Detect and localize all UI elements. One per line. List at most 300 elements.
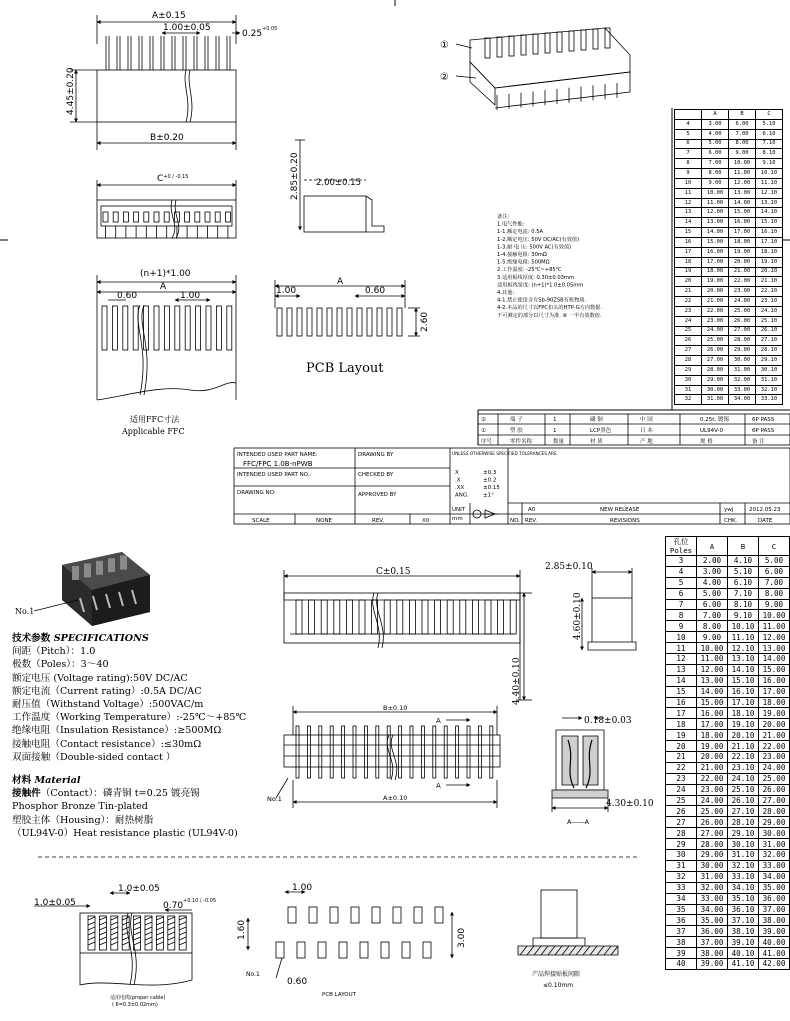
- iso-slot: [569, 31, 574, 51]
- table-cell: 34.00: [729, 395, 756, 405]
- table-cell: 15: [666, 686, 697, 697]
- hatch-line: [145, 932, 152, 935]
- iso-slot: [521, 35, 526, 55]
- dim-pin-width-tol: +0.05: [262, 26, 278, 32]
- table-row: [675, 188, 783, 198]
- table-row: [666, 675, 790, 686]
- rev-label: REV.: [372, 518, 385, 524]
- contact-en: Phosphor Bronze Tin-plated: [12, 801, 148, 813]
- table-cell: 7.00: [697, 610, 728, 621]
- front-slot: [447, 600, 453, 634]
- table-cell: 37.10: [728, 915, 759, 926]
- table-row: [675, 139, 783, 149]
- table-cell: 15.00: [697, 697, 728, 708]
- housing-cn: 塑胶主体: [12, 814, 51, 826]
- table-cell: 28.10: [728, 817, 759, 828]
- table-cell: 14.00: [702, 228, 729, 238]
- table-cell: 12.00: [697, 664, 728, 675]
- part-header: 数量: [553, 439, 565, 445]
- gap-cn: 产品焊接贴板间隙: [532, 971, 581, 978]
- pcb-pad-bottom-row: [381, 942, 389, 958]
- table-cell: 27.00: [729, 326, 756, 336]
- contact-slot: [205, 212, 210, 222]
- section-a-top: A: [436, 717, 441, 725]
- table-row: [666, 893, 790, 904]
- cable-cn: 适用电缆(proper cable): [110, 995, 166, 1001]
- dim-n1: (n+1)*1.00: [140, 269, 191, 279]
- table-cell: 20: [675, 277, 702, 287]
- top-pin: [342, 726, 345, 778]
- note-line: 4.其他:: [497, 290, 515, 296]
- table-cell: 17.10: [728, 697, 759, 708]
- table-cell: 24.00: [729, 297, 756, 307]
- table-cell: 26.00: [697, 817, 728, 828]
- table-row: [675, 277, 783, 287]
- spec-line: 耐压值（Withstand Voltage）:500VAC/m: [12, 699, 204, 711]
- hatch-line: [145, 922, 152, 925]
- tol-key: ANG.: [455, 492, 469, 499]
- table-row: [666, 828, 790, 839]
- table-cell: 22: [675, 297, 702, 307]
- poles-head-c: C: [759, 537, 790, 556]
- hatch-line: [88, 937, 95, 940]
- spec-line: 绝缘电阻（Insulation Resistance）:≥500MΩ: [12, 725, 222, 737]
- table-cell: 18.00: [697, 730, 728, 741]
- table-cell: 19.00: [702, 277, 729, 287]
- top-pin: [410, 726, 413, 778]
- dim-ffc-a: A: [160, 282, 167, 292]
- product-photo: [34, 552, 150, 626]
- table-cell: 35.10: [728, 893, 759, 904]
- top-pin: [444, 726, 447, 778]
- top-pin: [433, 726, 436, 778]
- contact-slot: [103, 212, 108, 222]
- table-row: [666, 871, 790, 882]
- table-cell: 35: [666, 904, 697, 915]
- hatch-line: [168, 917, 175, 920]
- table-cell: 12: [675, 198, 702, 208]
- table-row: [675, 247, 783, 257]
- poles-head: [666, 537, 697, 556]
- pcb-pad: [307, 308, 312, 336]
- hatch-line: [122, 942, 129, 945]
- contact-slot: [134, 212, 139, 222]
- table-row: [675, 119, 783, 129]
- rev-hdr-rev: REV.: [525, 518, 538, 524]
- table-cell: 39.00: [697, 958, 728, 969]
- hatch-line: [99, 922, 106, 925]
- table-cell: 7.00: [702, 159, 729, 169]
- small-table-header: B: [729, 110, 756, 120]
- table-cell: 10.00: [729, 159, 756, 169]
- top-pin: [456, 726, 459, 778]
- table-cell: 19: [675, 267, 702, 277]
- rev-value: X0: [422, 518, 430, 524]
- table-cell: 36: [666, 915, 697, 926]
- hatch-line: [179, 927, 186, 930]
- hatch-line: [88, 927, 95, 930]
- table-cell: 8.00: [702, 169, 729, 179]
- table-cell: 39: [666, 948, 697, 959]
- iso-connector: [456, 28, 630, 110]
- table-cell: 21.00: [759, 730, 790, 741]
- table-row: [666, 762, 790, 773]
- table-cell: 14.10: [756, 208, 783, 218]
- table-cell: 15.10: [728, 675, 759, 686]
- front-slot: [409, 600, 415, 634]
- hatch-line: [88, 917, 95, 920]
- top-pin: [376, 726, 379, 778]
- table-cell: 30.00: [697, 860, 728, 871]
- tol-key: .X: [455, 477, 461, 484]
- front-slot: [384, 600, 390, 634]
- spec-title: [12, 632, 272, 645]
- table-cell: 27: [666, 817, 697, 828]
- table-cell: 29.10: [728, 828, 759, 839]
- hatch-line: [122, 927, 129, 930]
- table-cell: 11: [666, 643, 697, 654]
- rev-row-desc: NEW RELEASE: [600, 507, 640, 513]
- pcb-pad: [387, 308, 392, 336]
- pcb-layout-label: PCB Layout: [306, 361, 384, 376]
- table-cell: 34: [666, 893, 697, 904]
- pcb-pad: [337, 308, 342, 336]
- table-cell: 18.00: [729, 237, 756, 247]
- housing-line: [12, 814, 272, 827]
- contact-slot: [164, 212, 169, 222]
- table-cell: 31.10: [728, 850, 759, 861]
- table-row: [666, 719, 790, 730]
- table-row: [675, 149, 783, 159]
- table-row: [666, 632, 790, 643]
- table-cell: 33.00: [759, 860, 790, 871]
- iso-slot: [581, 30, 586, 50]
- tol-val: ±0.2: [483, 477, 497, 484]
- table-cell: 36.00: [697, 926, 728, 937]
- table-cell: 36.00: [759, 893, 790, 904]
- top-pin: [399, 726, 402, 778]
- pcb-pad-top-row: [393, 907, 401, 923]
- table-cell: 25.00: [729, 306, 756, 316]
- photo-slot: [72, 566, 79, 580]
- note-line: 4-1.禁止使用含有Sb-90ZSB有机物质.: [497, 297, 587, 304]
- small-table-header: C: [756, 110, 783, 120]
- table-cell: 22.10: [728, 752, 759, 763]
- table-cell: 21.00: [697, 762, 728, 773]
- table-cell: 15.10: [756, 218, 783, 228]
- table-cell: 31: [666, 860, 697, 871]
- table-cell: 23.00: [729, 287, 756, 297]
- table-cell: 11.00: [759, 621, 790, 632]
- note-line: 1-2.额定电压: 50V DC/AC(有效值): [497, 236, 580, 243]
- bottom-side-view: [582, 568, 636, 650]
- table-cell: 19.00: [697, 741, 728, 752]
- ffc-conductor: [154, 306, 159, 350]
- bottom-dim-h460: 4.60±0.10: [573, 592, 583, 640]
- table-cell: 18: [675, 257, 702, 267]
- pcb-pad-top-row: [372, 907, 380, 923]
- front-slot: [460, 600, 466, 634]
- table-cell: 17.00: [697, 719, 728, 730]
- top-pin: [490, 726, 493, 778]
- table-cell: 29.00: [729, 346, 756, 356]
- table-cell: 40.00: [759, 937, 790, 948]
- table-cell: 16: [666, 697, 697, 708]
- table-row: [675, 306, 783, 316]
- table-cell: 41.10: [728, 958, 759, 969]
- table-cell: 13.00: [697, 675, 728, 686]
- table-cell: 14: [675, 218, 702, 228]
- table-cell: 5.00: [697, 588, 728, 599]
- table-cell: 18.10: [728, 708, 759, 719]
- table-cell: 17.00: [759, 686, 790, 697]
- table-row: [666, 773, 790, 784]
- cable-dim-2: 1.0±0.05: [118, 884, 160, 894]
- table-cell: 28.00: [759, 806, 790, 817]
- iso-slot: [557, 32, 562, 52]
- rev-row-date: 2012.05.23: [749, 507, 781, 513]
- hatch-line: [168, 937, 175, 940]
- table-cell: 5.10: [756, 119, 783, 129]
- spec-line: 极数（Poles）：3～40: [12, 659, 109, 671]
- pcb-pad-bottom-row: [297, 942, 305, 958]
- table-cell: 25: [666, 795, 697, 806]
- hatch-line: [179, 942, 186, 945]
- table-row: [666, 806, 790, 817]
- contact-cn: 接触件: [12, 788, 41, 800]
- table-cell: 32: [675, 395, 702, 405]
- table-cell: 18.00: [759, 697, 790, 708]
- ffc-conductor: [123, 306, 128, 350]
- pcb-pad-bottom-row: [339, 942, 347, 958]
- table-row: [675, 287, 783, 297]
- table-row: [666, 741, 790, 752]
- part-header: 产 地: [640, 439, 653, 445]
- pcb-pad-bottom-row: [423, 942, 431, 958]
- cable-dim-070-tol: +0.10 / -0.05: [183, 898, 217, 904]
- hatch-line: [134, 932, 141, 935]
- part-cell: 0.25t, 镀锡: [700, 417, 729, 423]
- table-row: [675, 297, 783, 307]
- iso-slot: [593, 29, 598, 49]
- table-cell: 26.00: [702, 346, 729, 356]
- material-en: Material: [34, 775, 81, 787]
- tol-val: ±0.15: [483, 485, 500, 491]
- hatch-line: [156, 932, 163, 935]
- pcb-pad: [287, 308, 292, 336]
- table-cell: 37.00: [697, 937, 728, 948]
- hatch-line: [134, 922, 141, 925]
- table-cell: 6.00: [702, 149, 729, 159]
- part-cell: 6P PASS: [752, 417, 775, 423]
- hatch-line: [111, 942, 118, 945]
- hatch-line: [88, 942, 95, 945]
- pcb-pad: [367, 308, 372, 336]
- pcb-pad-top-row: [288, 907, 296, 923]
- table-cell: 15.00: [729, 208, 756, 218]
- table-cell: 31.00: [729, 365, 756, 375]
- table-row: [675, 385, 783, 395]
- table-row: [666, 937, 790, 948]
- table-row: [666, 752, 790, 763]
- table-row: [675, 316, 783, 326]
- table-cell: 29.00: [702, 375, 729, 385]
- pcb-pad: [277, 308, 282, 336]
- table-cell: 18: [666, 719, 697, 730]
- hatch-line: [145, 937, 152, 940]
- table-row: [666, 577, 790, 588]
- hatch-line: [111, 917, 118, 920]
- table-cell: 9: [666, 621, 697, 632]
- table-cell: 24: [666, 784, 697, 795]
- pcb-b-no1: No.1: [246, 971, 260, 978]
- table-cell: 34.00: [697, 904, 728, 915]
- top-pin: [319, 726, 322, 778]
- table-cell: 21.10: [728, 741, 759, 752]
- dim-height: 4.45±0.20: [66, 67, 76, 115]
- table-cell: 20.10: [756, 267, 783, 277]
- table-cell: 19.10: [728, 719, 759, 730]
- front-slot: [422, 600, 428, 634]
- pcb-pad: [397, 308, 402, 336]
- contact-slot: [123, 212, 128, 222]
- part-cell: 1: [553, 428, 557, 434]
- ffc-conductor: [102, 306, 107, 350]
- table-cell: 30.10: [756, 365, 783, 375]
- photo-slot: [120, 556, 127, 570]
- table-cell: 37: [666, 926, 697, 937]
- table-row: [666, 817, 790, 828]
- bottom-dim-c: C±0.15: [376, 567, 411, 577]
- dim-ffc-060: 0.60: [117, 291, 138, 301]
- table-cell: 25.00: [759, 773, 790, 784]
- dim-a: A±0.15: [152, 11, 186, 21]
- note-line: 4-2.本品的尺寸以FPC扣头的HTP-G方向数据.: [497, 305, 603, 312]
- table-cell: 34.00: [759, 871, 790, 882]
- contact-slot: [215, 212, 220, 222]
- table-cell: 5.10: [728, 566, 759, 577]
- cable-t: ( 6=0.3±0.02mm): [112, 1002, 158, 1008]
- table-cell: 4: [675, 119, 702, 129]
- table-cell: 27.00: [697, 828, 728, 839]
- front-slot: [397, 600, 403, 634]
- table-row: [666, 730, 790, 741]
- table-cell: 35.00: [759, 882, 790, 893]
- bottom-top-view: [276, 706, 500, 808]
- pcb-pad-top-row: [351, 907, 359, 923]
- top-plan-view: [97, 180, 236, 238]
- pcb-pad: [317, 308, 322, 336]
- table-cell: 14.00: [729, 198, 756, 208]
- table-cell: 7.10: [728, 588, 759, 599]
- table-cell: 20: [666, 741, 697, 752]
- part-header: 规 格: [700, 439, 713, 445]
- section-t018: 0.18±0.03: [584, 716, 632, 726]
- table-cell: 18.00: [702, 267, 729, 277]
- note-line: 1-4.接触电阻: 30mΩ: [497, 252, 547, 258]
- table-row: [666, 915, 790, 926]
- part-header: 备 注: [752, 439, 765, 445]
- table-cell: 28.00: [702, 365, 729, 375]
- small-table-header: A: [702, 110, 729, 120]
- pcb-pad: [347, 308, 352, 336]
- section-a-bottom: A: [436, 782, 441, 790]
- tolerance-rows: [455, 470, 500, 499]
- table-cell: 6: [666, 588, 697, 599]
- bottom-dim-w285: 2.85±0.10: [545, 562, 593, 572]
- table-cell: 33.10: [728, 871, 759, 882]
- spec-line: 间距（Pitch）：1.0: [12, 646, 96, 658]
- table-row: [666, 926, 790, 937]
- dim-c-tol: +0 / -0.15: [163, 174, 189, 180]
- note-line: 1.电气性能:: [497, 221, 525, 228]
- top-pin: [467, 726, 470, 778]
- table-cell: 23: [675, 306, 702, 316]
- table-cell: 21.00: [729, 267, 756, 277]
- dim-side-w: 2.00±0.15: [316, 178, 361, 188]
- table-cell: 41.00: [759, 948, 790, 959]
- housing-en: （UL94V-0）Heat resistance plastic (UL94V-0): [12, 827, 238, 839]
- housing-text: （Housing）：耐热树脂: [50, 814, 154, 826]
- table-cell: 12.00: [729, 178, 756, 188]
- iso-slot: [545, 33, 550, 53]
- table-cell: 33.00: [729, 385, 756, 395]
- table-cell: 22.10: [756, 287, 783, 297]
- dim-pin-width: 0.25: [242, 29, 263, 39]
- table-cell: 30.00: [702, 385, 729, 395]
- ffc-conductor: [185, 306, 190, 350]
- table-cell: 26.00: [729, 316, 756, 326]
- table-cell: 3.00: [702, 119, 729, 129]
- table-cell: 19.00: [729, 247, 756, 257]
- table-cell: 28.00: [697, 839, 728, 850]
- table-row: [675, 365, 783, 375]
- table-cell: 32.00: [729, 375, 756, 385]
- table-cell: 15.00: [759, 664, 790, 675]
- table-cell: 32.10: [728, 860, 759, 871]
- table-cell: 24.00: [697, 795, 728, 806]
- table-cell: 34.10: [728, 882, 759, 893]
- hatch-line: [179, 932, 186, 935]
- table-row: [666, 556, 790, 567]
- ffc-conductor: [206, 306, 211, 350]
- table-cell: 8.00: [759, 588, 790, 599]
- part-cell: 中 国: [640, 417, 653, 423]
- pcb-b-060: 0.60: [287, 977, 308, 987]
- spec-title-cn: 技术参数: [12, 633, 51, 644]
- table-cell: 26: [675, 336, 702, 346]
- table-cell: 20.10: [728, 730, 759, 741]
- table-cell: 33.00: [697, 893, 728, 904]
- approved-by: APPROVED BY: [358, 492, 397, 498]
- table-cell: 28: [675, 356, 702, 366]
- hatch-line: [122, 922, 129, 925]
- table-row: [675, 208, 783, 218]
- table-row: [675, 326, 783, 336]
- pcb-pad-bottom-row: [318, 942, 326, 958]
- table-cell: 39.00: [759, 926, 790, 937]
- table-cell: 5.00: [759, 556, 790, 567]
- ffc-conductor: [196, 306, 201, 350]
- table-cell: 17: [675, 247, 702, 257]
- part-cell: 端 子: [510, 417, 523, 423]
- table-cell: 9.00: [697, 632, 728, 643]
- ffc-conductor: [216, 306, 221, 350]
- hatch-line: [111, 922, 118, 925]
- dim-side-h: 2.85±0.20: [290, 152, 300, 200]
- section-label: A——A: [567, 818, 589, 826]
- table-cell: 25.10: [728, 784, 759, 795]
